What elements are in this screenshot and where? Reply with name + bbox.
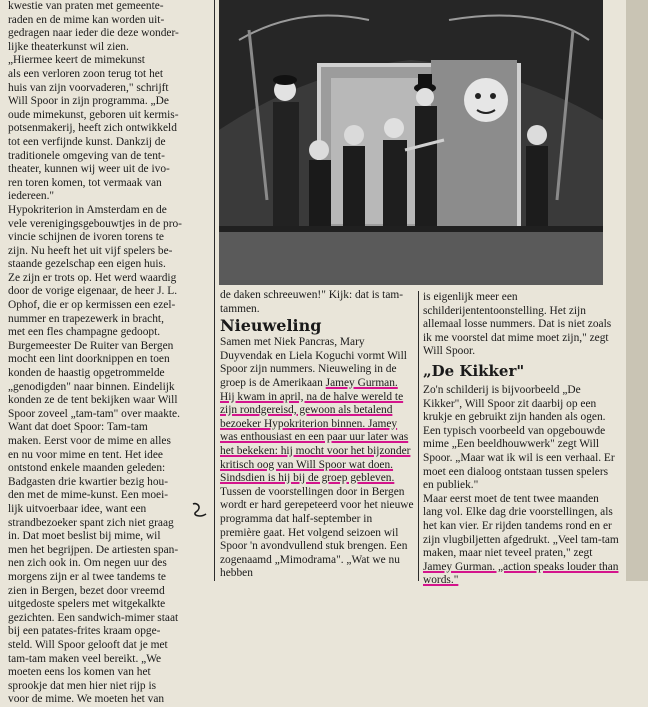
text-line: „genodigden" naar binnen. Eindelijk	[8, 380, 175, 393]
paragraph-text: Samen met Niek Pancras, Mary Duyvendak en Liela Koguchi vormt Will Spoor zijn nummers. Nieuweling in de groep is de Amerikaan	[220, 336, 407, 389]
text-line: uitgedoste spelers met witgekalkte	[8, 598, 166, 611]
text-line: en nu voor mime en tent. Het idee	[8, 448, 163, 461]
text-line: lijk uitvoerbaar idee, want een	[8, 502, 147, 515]
text-line: zijn. Nu heeft het uit vijf spelers be-	[8, 244, 173, 257]
text-line: ren toren komen, tot vermaak van	[8, 176, 162, 189]
text-line: Will Spoor in zijn programma. „De	[8, 95, 169, 108]
section-heading-de-kikker: „De Kikker"	[423, 361, 525, 380]
text-line: nummer en trapezewerk in bracht,	[8, 312, 164, 325]
text-line: Ze zijn er trots op. Het werd waardig	[8, 271, 177, 284]
text-line: gezichten. Een sandwich-mimer staat	[8, 611, 179, 624]
text-line: potsenmakerij, heeft zich ontwikkeld	[8, 122, 177, 135]
column-divider	[418, 291, 419, 581]
text-line: traditionele omgeving van de tent-	[8, 149, 165, 162]
text-line: door de vorige eigenaar, de heer J. L.	[8, 285, 178, 298]
column-divider	[214, 0, 215, 581]
text-line: bij een patates-frites kraam opge-	[8, 625, 161, 638]
text-line: maken. Eerst voor de mime en alles	[8, 435, 171, 447]
text-line: iedereen."	[8, 190, 55, 203]
ink-scribble-mark	[190, 500, 210, 520]
text-line: nen zich ook in. Om negen uur des	[8, 557, 167, 570]
text-line: „Hiermee keert de mimekunst	[8, 54, 145, 67]
text-line: Ophof, die er op kermissen een ezel-	[8, 299, 176, 312]
paragraph-text: Maar eerst moet de tent twee maanden lang vol. Elke dag drie voorstellingen, als het kan vier. Er rijden tandems rond en er zijn vlugbiljetten afgedrukt. „Veel tam-tam maken, maar niet teveel praten," zegt	[423, 492, 619, 560]
text-line: voor de mime. We moeten het van	[8, 693, 165, 706]
text-line: vele verenigingsgebouwtjes in de pro-	[8, 217, 182, 230]
text-line: kwestie van praten met gemeente-	[8, 0, 164, 12]
highlighted-passage: Jamey Gurman. Hij kwam in april, na de halve wereld te zijn rondgereisd, gewoon als betalend bezoeker Hypokriterion binnen. Jamey was enthousiast en een paar uur later was het bekeken: hij mocht voor het bijzonder kritisch oog van Will Spoor wat doen. Sindsdien is hij bij de groep gebleven.	[220, 376, 411, 485]
text-line: konden de haastig opgetrommelde	[8, 367, 165, 380]
photo-caption: de daken schreeuwen!" Kijk: dat is tam-tammen.	[220, 289, 404, 315]
text-line: Spoor zoveel „tam-tam" over maakte.	[8, 407, 180, 420]
text-line: mocht een lint doorknippen en toen	[8, 353, 170, 366]
right-column	[423, 291, 619, 588]
text-line: met een fles champagne gedoopt.	[8, 326, 161, 339]
text-line: men het begrijpen. De artiesten span-	[8, 543, 179, 556]
page-edge	[626, 0, 648, 581]
text-line: tam-tam maken veel bereikt. „We	[8, 652, 162, 665]
text-line: Burgemeester De Ruiter van Bergen	[8, 339, 174, 352]
left-column	[8, 0, 211, 707]
text-line: staande gezelschap een eigen huis.	[8, 258, 166, 271]
text-line: ontstond enkele maanden geleden:	[8, 462, 166, 475]
text-line: gedragen naar ieder die deze wonder-	[8, 27, 179, 40]
paragraph: is eigenlijk meer een schilderijententoonstelling. Het zijn allemaal losse nummers. Dat is niet zoals ik me voorstel dat mime moet zijn," zegt Will Spoor.	[423, 291, 612, 358]
text-line: moeten eens los komen van het	[8, 666, 151, 679]
paragraph: Tussen de voorstellingen door in Bergen wordt er hard gerepeteerd voor het nieuwe programma dat half-september in première gaat. Het volgend seizoen wil Spoor 'n avondvullend stuk brengen. Een zogenaamd „Mimodrama". „Wat we nu hebben	[220, 485, 414, 580]
highlighted-passage: Jamey Gurman. „action speaks louder than words."	[423, 560, 619, 587]
text-line: den met de mime-kunst. Een moei-	[8, 489, 169, 502]
text-line: konden ze de tent bekijken waar Will	[8, 394, 178, 407]
middle-column	[220, 289, 414, 581]
press-photo-mime-troupe	[219, 0, 603, 285]
text-line: Want dat doet Spoor: Tam-tam	[8, 421, 148, 434]
text-line: lijke theaterkunst wil zien.	[8, 40, 129, 53]
paragraph: Zo'n schilderij is bijvoorbeeld „De Kikker", Will Spoor zit daarbij op een krukje en gebruikt zijn handen als ogen. Een typisch voorbeeld van opgebouwde mime „Een beeldhouwwerk" zegt Will Spoor. „Maar wat ik wil is een verhaal. Er moet een dialoog ontstaan tussen spelers en publiek."	[423, 383, 615, 492]
text-line: steld. Will Spoor gelooft dat je met	[8, 638, 168, 651]
text-line: oude mimekunst, geboren uit kermis-	[8, 108, 179, 121]
text-line: in. Dat moet beslist bij mime, wil	[8, 530, 161, 543]
text-line: Badgasten drie kwartier bezig hou-	[8, 475, 169, 488]
photo-illustration	[219, 0, 603, 285]
text-line: Hypokriterion in Amsterdam en de	[8, 203, 167, 216]
text-line: strandbezoeker spant zich niet graag	[8, 516, 174, 529]
text-line: als een verloren zoon terug tot het	[8, 67, 163, 80]
text-line: sprookje dat men hier niet rijp is	[8, 679, 157, 692]
text-line: theater, kunnen wij weer uit de ivo-	[8, 163, 170, 176]
text-line: raden en de mime kan worden uit-	[8, 13, 165, 26]
text-line: tot een verfijnde kunst. Dankzij de	[8, 135, 166, 148]
text-line: huis van zijn voorvaderen," schrijft	[8, 81, 169, 94]
text-line: vincie schijnen de ivoren torens te	[8, 231, 164, 244]
section-heading-nieuweling: Nieuweling	[220, 316, 322, 336]
text-line: morgens zijn er al twee tandems te	[8, 570, 166, 583]
paragraph	[423, 493, 619, 588]
text-line: zien in Bergen, bezet door vreemd	[8, 584, 165, 597]
paragraph	[220, 336, 414, 486]
